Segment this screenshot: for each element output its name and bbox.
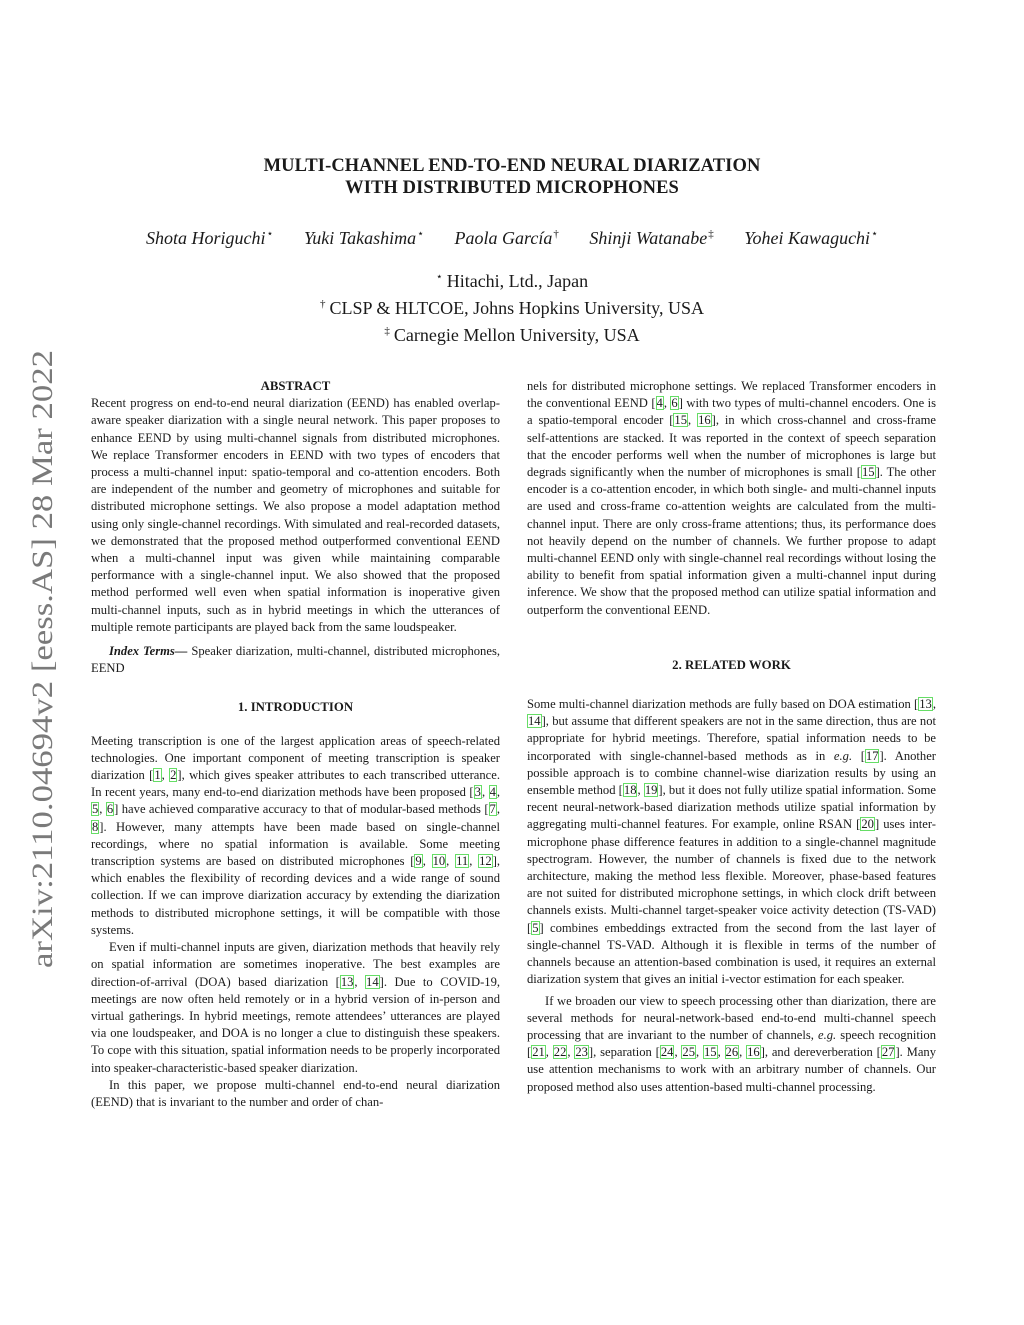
- intro-paragraph-2: Even if multi-channel inputs are given, diarization methods that heavily rely on spatial information are sometimes inoperative. The best examples are direction-of-arrival (DOA) based diarization [13, 14]. Due to COVID-19, meetings are now often held remotely or in a hybrid version of in-person and virtual gatherings. In hybrid meetings, remote attendees’ utterances are played via one loudspeaker, and DOA is no longer a clue to distinguish these speakers. To cope with this situation, spatial information needs to be properly incorporated into speaker-characteristic-based speaker diarization.: [91, 940, 501, 1075]
- index-terms-label: Index Terms—: [109, 644, 188, 659]
- citation-link[interactable]: 21: [532, 1045, 545, 1060]
- abstract-heading: ABSTRACT: [260, 379, 331, 393]
- affiliation-text: Hitachi, Ltd., Japan: [446, 271, 589, 291]
- abstract-text: Recent progress on end-to-end neural diarization (EEND) has enabled overlap-aware speaker diarization with a single neural network. This paper proposes to enhance EEND by using multi-channel signals from distributed microphones. We replace Transformer encoders in EEND with two types of encoders that process a multi-channel input: spatio-temporal and co-attention encoders. Both are independent of the number and geometry of microphones and suitable for distributed microphone settings. We also propose a model adaptation method using only single-channel recordings. With simulated and real-recorded datasets, we demonstrated that the proposed method outperformed conventional EEND when a multi-channel input was given while maintaining comparable performance with a single-channel input. We also showed that the proposed method performed well even when spatial information is inoperative given multi-channel inputs, such as in hybrid meetings in which the utterances of multiple remote participants are played back from the same loudspeaker.: [91, 396, 500, 634]
- citation-link[interactable]: 16: [698, 413, 711, 428]
- title-line-1: MULTI-CHANNEL END-TO-END NEURAL DIARIZATION: [263, 156, 761, 176]
- affiliation-list: [0, 266, 1024, 347]
- citation-link[interactable]: 23: [575, 1045, 588, 1060]
- related-work-paragraph-1: Some multi-channel diarization methods are fully based on DOA estimation [13, 14], but assume that different speakers are not in the same direction, thus are not appropriate for hybrid meetings. Therefore, spatial information needs to be incorporated with single-channel-based methods as in e.g. [17]. Another possible approach is to combine channel-wise diarization results by using an ensemble method [18, 19], but it does not fully utilize spatial information. Some recent neural-network-based diarization methods utilize spatial information by aggregating multi-channel features. For example, online RSAN [20] uses inter-microphone phase difference features in addition to a single-channel magnitude spectrogram. However, the number of channels is fixed due to the network architecture, making the method less flexible. Moreover, phase-based features are not suited for distributed microphone settings, in which clock drift between channels exists. Multi-channel target-speaker voice activity detection (TS-VAD) [5] combines embeddings extracted from the second from the last layer of single-channel TS-VAD. Although it is flexible in terms of the number of channels because an attention-based combination is used, it requires an external diarization system that gives an initial i-vector estimation for each speaker.: [527, 697, 937, 987]
- citation-link[interactable]: 19: [644, 783, 658, 798]
- citation-link[interactable]: 4: [656, 396, 663, 411]
- intro-paragraph-3-continued: nels for distributed microphone settings. We replaced Transformer encoders in the conventional EEND [4, 6] with two types of multi-channel encoders. One is a spatio-temporal encoder [15, 16], in which cross-channel and cross-frame self-attentions are stacked. It was reported in the context of speech separation that the encoder performs well when the number of microphones is large but degrads significantly when the number of microphones is small [15]. The other encoder is a co-attention encoder, in which both single- and multi-channel inputs are used and cross-frame co-attention weights are calculated from the multi-channel input. There are only cross-frame attentions; thus, its performance does not heavily depend on the number of channels. We further propose to adapt multi-channel EEND only with single-channel real recordings without losing the ability to benefit from spatial information given a multi-channel input during inference. We show that the proposed method can utilize spatial information and outperform the conventional EEND.: [527, 379, 937, 617]
- affiliation-mark: †: [319, 298, 326, 310]
- citation-link[interactable]: 8: [92, 819, 99, 834]
- related-work-paragraph-2: If we broaden our view to speech processing other than diarization, there are several methods for neural-network-based end-to-end multi-channel speech processing that are invariant to the number of channels, e.g. speech recognition [21, 22, 23], separation [24, 25, 15, 26, 16], and dereverberation [27]. Many use attention mechanisms to work with an arbitrary number of channels. Our proposed method also uses attention-based multi-channel processing.: [527, 993, 937, 1094]
- affiliation-text: Carnegie Mellon University, USA: [393, 325, 640, 345]
- affiliation-mark: ⋆: [435, 271, 443, 283]
- citation-link[interactable]: 14: [366, 974, 379, 989]
- intro-paragraph-1: Meeting transcription is one of the largest application areas of speech-related technologies. One important component of meeting transcription is speaker diarization [1, 2], which gives speaker attributes to each transcribed utterance. In recent years, many end-to-end diarization methods have been proposed [3, 4, 5, 6] have achieved comparative accuracy to that of modular-based methods [7, 8]. However, many attempts have been made based on single-channel recordings, where no spatial information is available. Some meeting transcription systems are based on distributed microphones [9, 10, 11, 12], which enables the flexibility of recording devices and a wide range of sound collection. If we can improve diarization accuracy by extending the diarization methods to distributed microphone settings, it will be compatible with those systems.: [91, 733, 501, 937]
- affiliation: [0, 320, 1024, 347]
- author-mark: ⋆: [266, 228, 274, 240]
- title-line-2: WITH DISTRIBUTED MICROPHONES: [345, 178, 679, 198]
- citation-link[interactable]: 2: [170, 768, 177, 783]
- citation-link[interactable]: 3: [474, 785, 481, 800]
- citation-link[interactable]: 26: [725, 1045, 739, 1060]
- citation-link[interactable]: 16: [747, 1045, 760, 1060]
- citation-link[interactable]: 25: [682, 1045, 695, 1060]
- citation-link[interactable]: 15: [861, 465, 875, 480]
- citation-link[interactable]: 24: [660, 1045, 674, 1060]
- citation-link[interactable]: 4: [489, 785, 496, 800]
- citation-link[interactable]: 15: [703, 1045, 717, 1060]
- author: [744, 228, 878, 248]
- citation-link[interactable]: 18: [623, 783, 637, 798]
- author-name: Yohei Kawaguchi: [744, 228, 871, 248]
- citation-link[interactable]: 9: [415, 854, 422, 869]
- citation-link[interactable]: 15: [674, 413, 688, 428]
- author-mark: ⋆: [417, 228, 425, 240]
- author-name: Shinji Watanabe: [589, 228, 708, 248]
- author-name: Yuki Takashima: [303, 228, 417, 248]
- citation-link[interactable]: 17: [865, 748, 879, 763]
- citation-link[interactable]: 6: [671, 396, 678, 411]
- citation-link[interactable]: 13: [919, 697, 932, 712]
- citation-link[interactable]: 6: [106, 802, 114, 817]
- citation-link[interactable]: 5: [532, 920, 539, 935]
- index-terms-text: Speaker diarization, multi-channel, distributed microphones, EEND: [91, 644, 500, 676]
- author: [455, 228, 559, 248]
- section-heading-introduction: 1. INTRODUCTION: [237, 700, 354, 715]
- paper-title: [0, 155, 1024, 199]
- author-name: Shota Horiguchi: [146, 228, 266, 248]
- affiliation-text: CLSP & HLTCOE, Johns Hopkins University, USA: [329, 298, 705, 318]
- affiliation: [0, 293, 1024, 320]
- citation-link[interactable]: 1: [154, 768, 161, 783]
- citation-link[interactable]: 7: [489, 802, 496, 817]
- author: [589, 228, 713, 248]
- author-list: [0, 222, 1024, 250]
- author-name: Paola García: [454, 228, 553, 248]
- author: [304, 228, 424, 248]
- citation-link[interactable]: 13: [340, 974, 354, 989]
- author-mark: ‡: [708, 228, 714, 240]
- affiliation-mark: ‡: [384, 325, 390, 337]
- author-mark: ⋆: [871, 228, 878, 240]
- index-terms: [91, 643, 500, 677]
- citation-link[interactable]: 20: [861, 817, 874, 832]
- citation-link[interactable]: 10: [432, 854, 446, 869]
- citation-link[interactable]: 5: [92, 802, 99, 817]
- arxiv-id-text: arXiv:2110.04694v2 [eess.AS] 28 Mar 2022: [26, 434, 59, 968]
- affiliation: [0, 266, 1024, 293]
- section-heading-related-work: 2. RELATED WORK: [672, 657, 791, 672]
- citation-link[interactable]: 14: [528, 714, 541, 729]
- intro-paragraph-3: In this paper, we propose multi-channel end-to-end neural diarization (EEND) that is invariant to the number and order of chan-: [91, 1077, 500, 1109]
- right-column: [527, 378, 936, 1096]
- author-mark: †: [553, 228, 559, 240]
- citation-link[interactable]: 27: [881, 1045, 895, 1060]
- citation-link[interactable]: 11: [456, 854, 469, 869]
- citation-link[interactable]: 12: [479, 854, 492, 869]
- citation-link[interactable]: 22: [553, 1045, 567, 1060]
- left-column: [91, 378, 500, 1111]
- author: [146, 228, 273, 248]
- arxiv-identifier-stamp: [20, 340, 62, 980]
